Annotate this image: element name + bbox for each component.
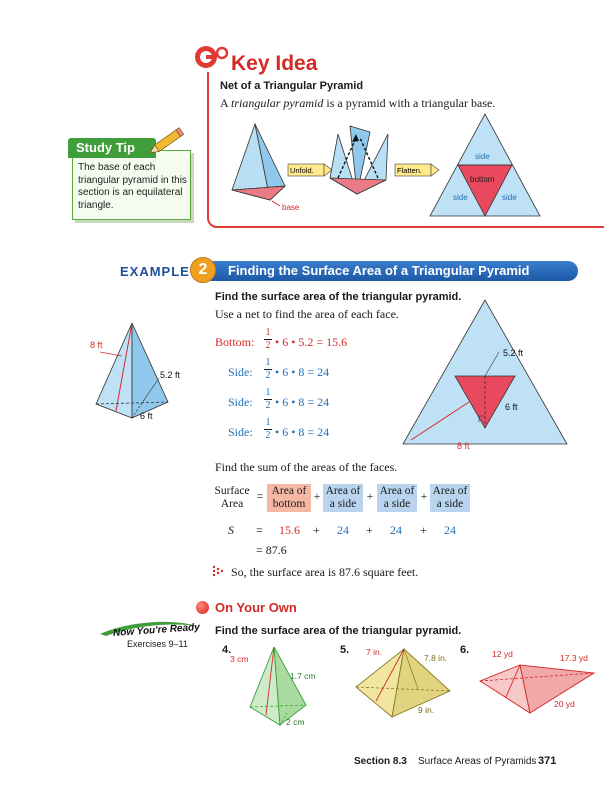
net-unfolding-diagram xyxy=(220,112,600,220)
calc-side-2-label: Side: xyxy=(228,395,253,409)
ex6-label-12yd: 12 yd xyxy=(492,649,513,659)
ex-slant-label: 8 ft xyxy=(90,340,103,350)
on-your-own-dot-icon xyxy=(196,601,209,614)
flatten-label: Flatten. xyxy=(397,166,423,175)
conclusion: So, the surface area is 87.6 square feet. xyxy=(231,565,419,579)
ex-height-label: 5.2 ft xyxy=(160,370,181,380)
net-side-label: 6 ft xyxy=(505,402,518,412)
s-total: = 87.6 xyxy=(256,543,287,557)
calc-bottom-label: Bottom: xyxy=(215,335,255,349)
example-number: 2 xyxy=(190,257,216,283)
calc-side-3-label: Side: xyxy=(228,425,253,439)
exercise-6-pyramid xyxy=(470,645,602,735)
plus-1: + xyxy=(313,491,321,503)
unfolded-figure xyxy=(330,126,388,194)
ex5-label-7in: 7 in. xyxy=(366,647,383,657)
on-your-own-title: On Your Own xyxy=(215,600,297,615)
s-value-side-1: 24 xyxy=(337,523,349,537)
example-problem: Find the surface area of the triangular pyramid. xyxy=(215,291,462,303)
net-side-top-label: side xyxy=(475,152,490,161)
net-bottom-label: bottom xyxy=(470,175,495,184)
calc-side-1-rest: • 6 • 8 = 24 xyxy=(275,365,330,379)
calc-side-3-num: 1 xyxy=(265,417,271,428)
unfold-label: Unfold. xyxy=(290,166,314,175)
example-net-figure xyxy=(395,296,575,454)
example-label: EXAMPLE xyxy=(120,264,190,279)
conclusion-arrow-icon xyxy=(212,565,226,577)
go-badge-icon xyxy=(193,44,229,70)
example-title: Finding the Surface Area of a Triangular Pyramid xyxy=(228,263,530,278)
ex-side-label: 6 ft xyxy=(140,411,153,421)
calc-side-3-den: 2 xyxy=(265,430,271,441)
net-side-left-label: side xyxy=(453,193,468,202)
surface-area-label: Surface Area xyxy=(214,485,250,510)
exercise-5-pyramid xyxy=(346,645,466,735)
study-tip-text: The base of each triangular pyramid in this section is an equilateral triangle. xyxy=(78,162,187,211)
calc-side-2-rest: • 6 • 8 = 24 xyxy=(275,395,330,409)
s-value-side-3: 24 xyxy=(444,523,456,537)
ex4-label-2cm: 2 cm xyxy=(286,717,305,727)
term-area-bottom: Area of bottom xyxy=(267,484,311,512)
calc-bottom-num: 1 xyxy=(265,327,271,338)
calc-bottom-den: 2 xyxy=(265,340,271,351)
example-pyramid-figure xyxy=(84,318,194,428)
term-area-side-1: Area of a side xyxy=(323,484,363,512)
calc-bottom xyxy=(215,328,385,356)
s-variable: S xyxy=(228,523,234,537)
sa-equals: = xyxy=(256,491,264,503)
ex4-label-3cm: 3 cm xyxy=(230,654,249,664)
key-idea-title: Key Idea xyxy=(231,52,318,75)
s-plus-2: + xyxy=(366,523,373,537)
calc-side-3-rest: • 6 • 8 = 24 xyxy=(275,425,330,439)
plus-3: + xyxy=(420,491,428,503)
net-height-label: 5.2 ft xyxy=(503,348,524,358)
ex4-label-17cm: 1.7 cm xyxy=(290,671,316,681)
now-youre-ready-label: Now You're Ready xyxy=(112,621,201,640)
calc-side-1-num: 1 xyxy=(265,357,271,368)
page-number: 371 xyxy=(538,755,557,767)
s-equals: = xyxy=(256,523,263,537)
calc-side-2 xyxy=(228,388,388,416)
ex6-label-173yd: 17.3 yd xyxy=(560,653,588,663)
ex5-label-78in: 7.8 in. xyxy=(424,653,448,663)
exercise-5-number: 5. xyxy=(340,644,350,656)
s-plus-3: + xyxy=(420,523,427,537)
calc-side-1-label: Side: xyxy=(228,365,253,379)
net-description: A triangular pyramid is a pyramid with a triangular base. xyxy=(220,96,496,110)
footer-title: Surface Areas of Pyramids xyxy=(418,756,537,767)
exercises-link[interactable]: Exercises 9–11 xyxy=(127,639,188,649)
ex6-label-20yd: 20 yd xyxy=(554,699,575,709)
flat-net-figure xyxy=(430,114,540,216)
exercise-6-number: 6. xyxy=(460,644,470,656)
net-slant-label: 8 ft xyxy=(457,441,470,451)
calc-side-2-den: 2 xyxy=(265,400,271,411)
calc-side-3 xyxy=(228,418,388,446)
pencil-icon xyxy=(150,124,190,154)
net-heading: Net of a Triangular Pyramid xyxy=(220,80,364,92)
study-tip-title: Study Tip xyxy=(68,138,156,158)
calc-bottom-rest: • 6 • 5.2 = 15.6 xyxy=(275,335,348,349)
calc-side-1-den: 2 xyxy=(265,370,271,381)
term-area-side-3: Area of a side xyxy=(430,484,470,512)
term-area-side-2: Area of a side xyxy=(377,484,417,512)
flatten-tag xyxy=(395,164,439,176)
s-value-side-2: 24 xyxy=(390,523,402,537)
calc-side-2-num: 1 xyxy=(265,387,271,398)
net-side-right-label: side xyxy=(502,193,517,202)
sum-intro: Find the sum of the areas of the faces. xyxy=(215,460,398,474)
s-value-bottom: 15.6 xyxy=(279,523,300,537)
unfold-tag xyxy=(288,164,332,176)
exercise-4-pyramid xyxy=(230,645,330,735)
calc-side-1 xyxy=(228,358,388,386)
base-label: base xyxy=(282,203,300,212)
ex5-label-9in: 9 in. xyxy=(418,705,435,715)
exercise-4-number: 4. xyxy=(222,644,232,656)
on-your-own-problem: Find the surface area of the triangular pyramid. xyxy=(215,625,462,637)
example-instruction: Use a net to find the area of each face. xyxy=(215,307,399,321)
s-plus-1: + xyxy=(313,523,320,537)
plus-2: + xyxy=(366,491,374,503)
footer-section: Section 8.3 xyxy=(354,756,407,767)
